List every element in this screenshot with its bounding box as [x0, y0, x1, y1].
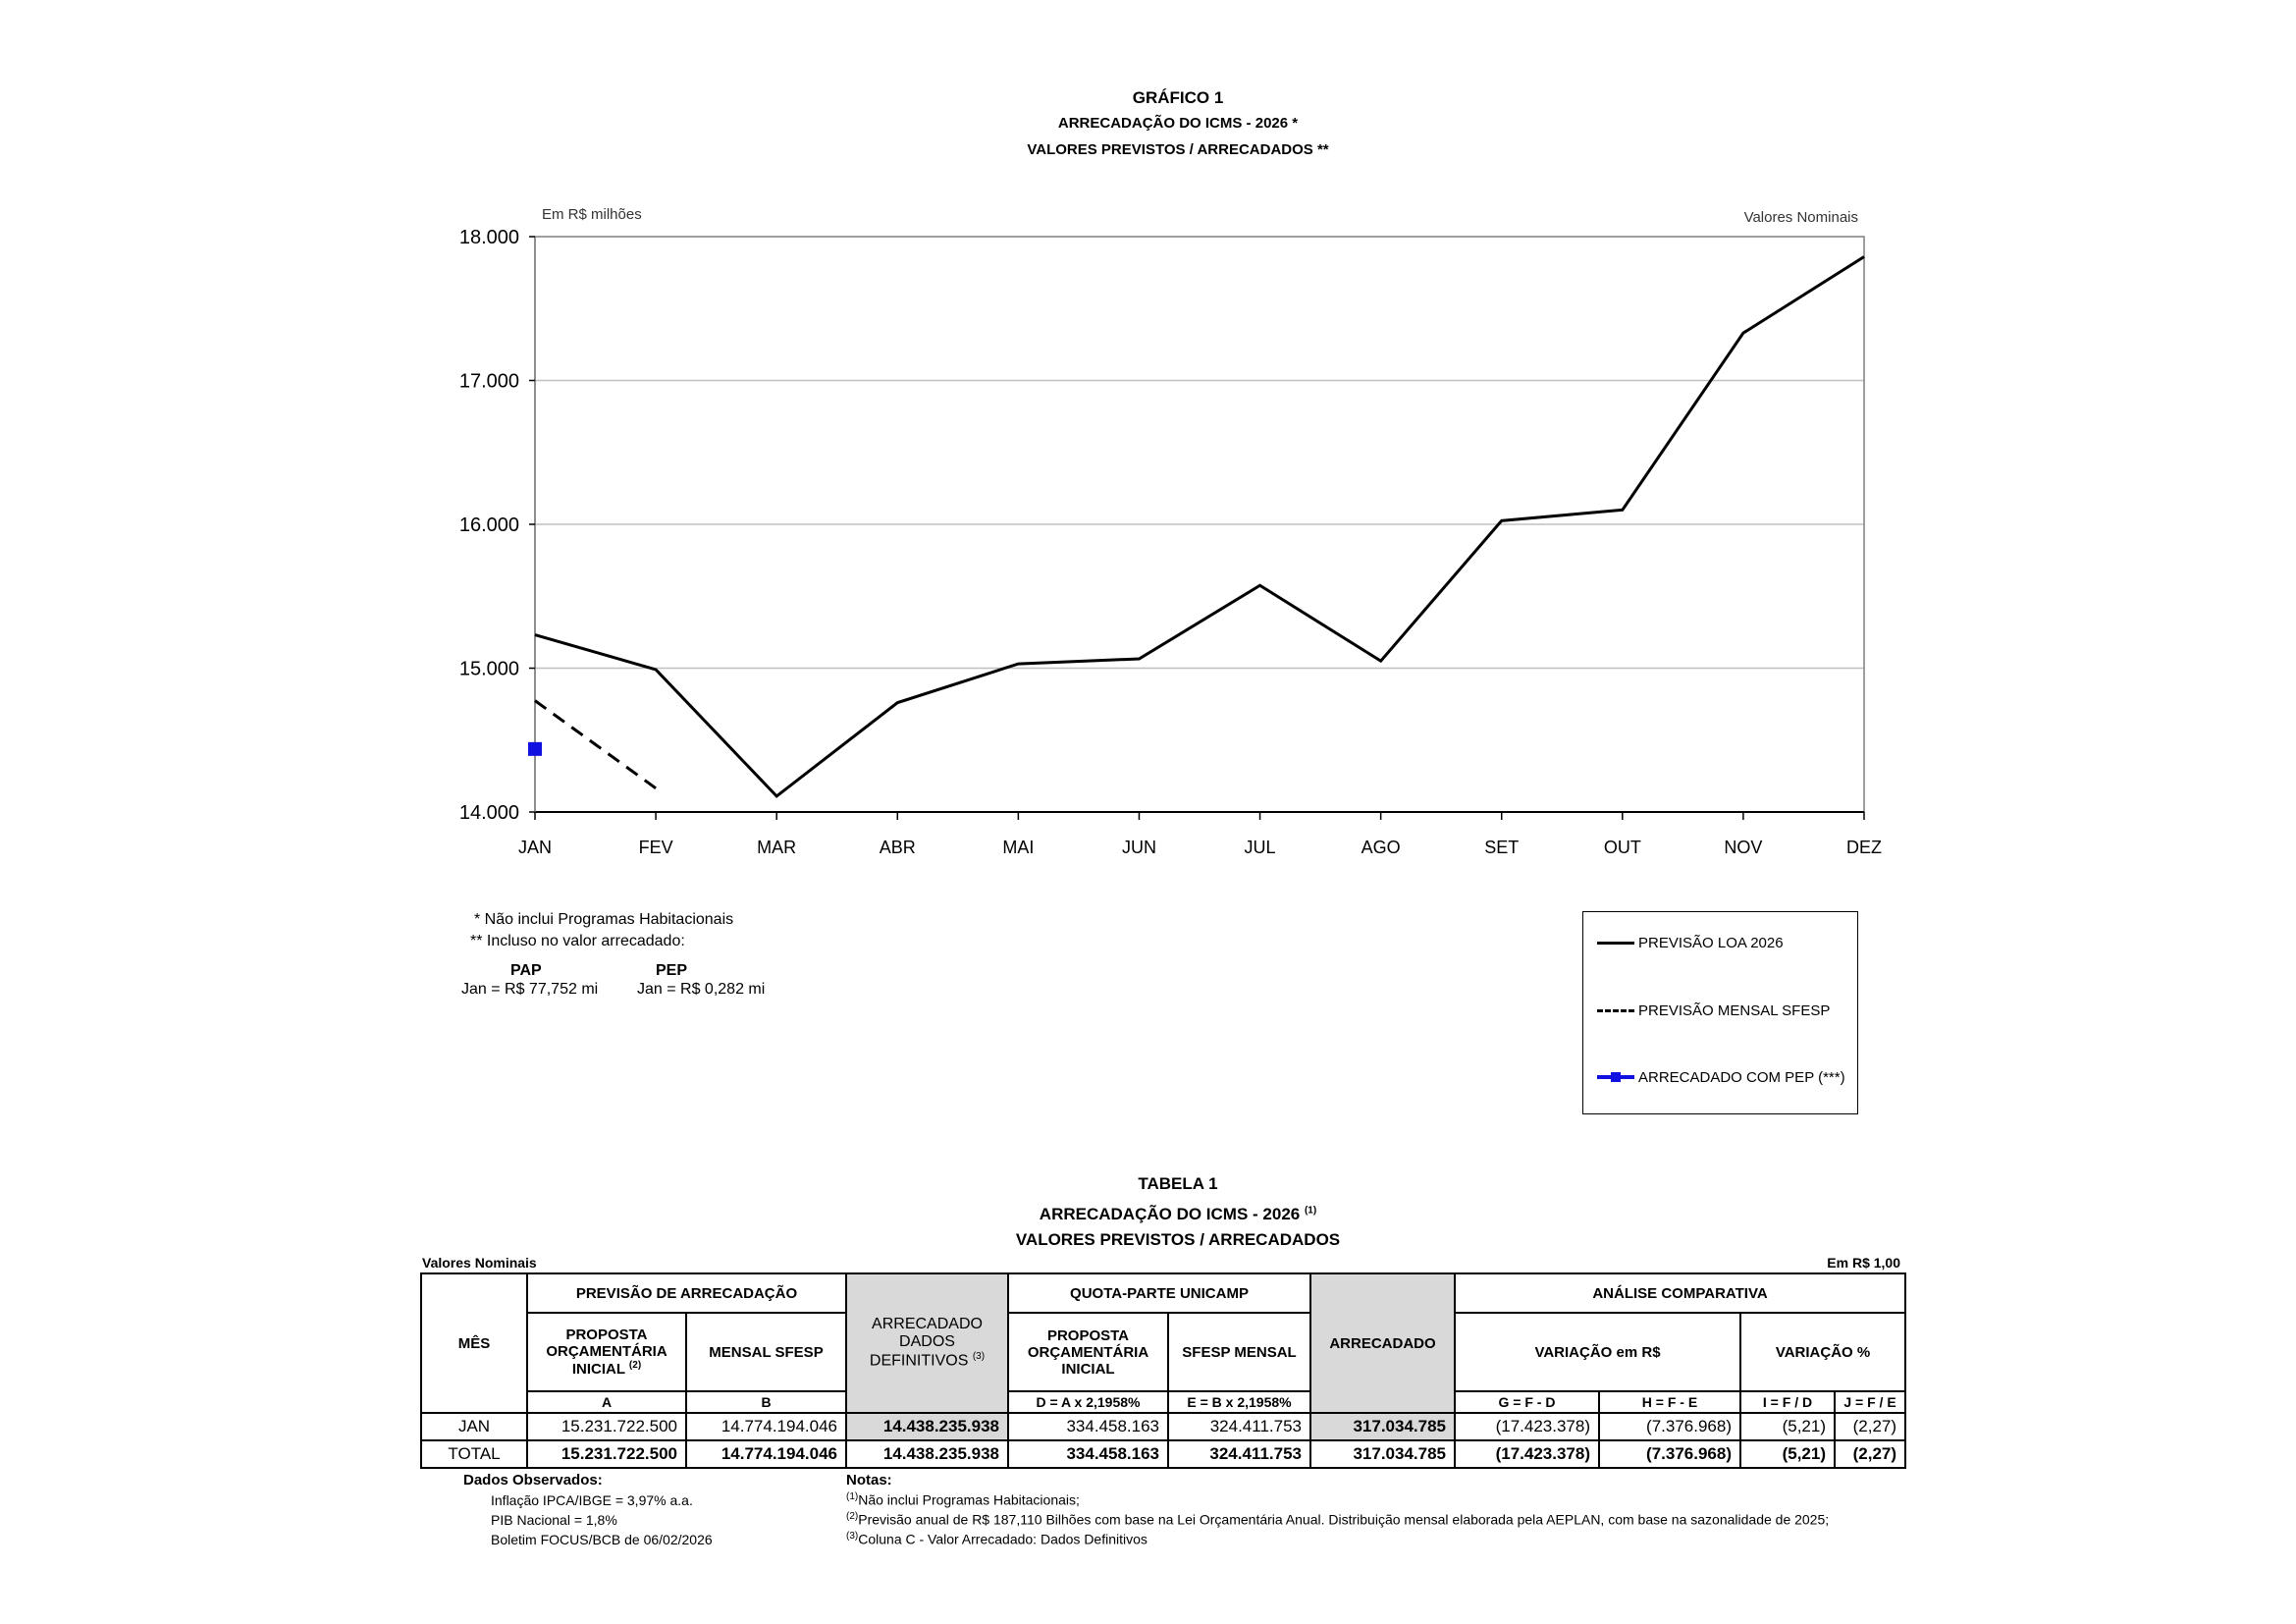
- dados-line-2: PIB Nacional = 1,8%: [491, 1512, 617, 1528]
- pap-value: Jan = R$ 77,752 mi: [461, 981, 599, 998]
- th-arrecadado-dados-sup: (3): [972, 1351, 986, 1363]
- cell-total-i: (5,21): [1740, 1440, 1835, 1468]
- x-tick-label: JAN: [517, 838, 553, 857]
- series-line-sfesp: [535, 701, 656, 788]
- th-proposta-text: PROPOSTA ORÇAMENTÁRIA INICIAL: [546, 1326, 667, 1378]
- th-proposta: [527, 1313, 686, 1391]
- nota-3: [846, 1531, 1148, 1547]
- dados-title: Dados Observados:: [463, 1472, 603, 1489]
- chart-title: GRÁFICO 1: [1132, 88, 1224, 107]
- table-left-label: Valores Nominais: [422, 1255, 537, 1271]
- legend-swatch-solid: [1597, 942, 1634, 945]
- legend-label-loa: PREVISÃO LOA 2026: [1638, 934, 1784, 951]
- cell-i: (5,21): [1740, 1413, 1835, 1440]
- x-tick-label: OUT: [1603, 838, 1641, 857]
- x-tick-label: JUL: [1244, 838, 1276, 857]
- legend-item-loa: [1597, 933, 1784, 952]
- th-mes: MÊS: [421, 1273, 527, 1413]
- pep-label: PEP: [656, 962, 688, 979]
- y-axis-label: Em R$ milhões: [542, 206, 642, 223]
- chart-subtitle-2: VALORES PREVISTOS / ARRECADADOS **: [1027, 141, 1329, 158]
- x-tick-label: MAI: [1002, 838, 1035, 857]
- th-quota: QUOTA-PARTE UNICAMP: [1008, 1273, 1310, 1313]
- dados-line-1: Inflação IPCA/IBGE = 3,97% a.a.: [491, 1492, 693, 1508]
- nota-1-sup: (1): [846, 1491, 859, 1502]
- cell-total-d: 334.458.163: [1008, 1440, 1168, 1468]
- cell-total-h: (7.376.968): [1599, 1440, 1740, 1468]
- cell-total-c: 14.438.235.938: [846, 1440, 1008, 1468]
- legend-label-pep: ARRECADADO COM PEP (***): [1638, 1068, 1845, 1086]
- x-tick-label: NOV: [1724, 838, 1763, 857]
- y-tick-label: 17.000: [458, 370, 519, 393]
- th-previsao: PREVISÃO DE ARRECADAÇÃO: [527, 1273, 846, 1313]
- table-right-label: Em R$ 1,00: [1827, 1255, 1900, 1271]
- y-tick-label: 15.000: [458, 658, 519, 680]
- note-line-2: ** Incluso no valor arrecadado:: [470, 933, 685, 949]
- x-tick-label: SET: [1484, 838, 1520, 857]
- cell-c: 14.438.235.938: [846, 1413, 1008, 1440]
- nota-3-sup: (3): [846, 1531, 859, 1542]
- cell-total-e: 324.411.753: [1168, 1440, 1310, 1468]
- th-col-d: D = A x 2,1958%: [1008, 1391, 1168, 1413]
- th-mensal-sfesp: MENSAL SFESP: [686, 1313, 846, 1391]
- legend-swatch-marker: [1597, 1075, 1634, 1079]
- th-col-a: A: [527, 1391, 686, 1413]
- cell-b: 14.774.194.046: [686, 1413, 846, 1440]
- th-col-b: B: [686, 1391, 846, 1413]
- th-sfesp-mensal: SFESP MENSAL: [1168, 1313, 1310, 1391]
- th-col-i: I = F / D: [1740, 1391, 1835, 1413]
- cell-total-mes: TOTAL: [421, 1440, 527, 1468]
- legend-swatch-dashed: [1597, 1009, 1634, 1012]
- th-arrecadado-dados: [846, 1273, 1008, 1413]
- x-tick-label: JUN: [1121, 838, 1156, 857]
- y-tick-label: 14.000: [458, 802, 519, 824]
- table-row: [421, 1413, 1905, 1440]
- nota-3-text: Coluna C - Valor Arrecadado: Dados Definitivos: [858, 1531, 1148, 1547]
- cell-g: (17.423.378): [1455, 1413, 1599, 1440]
- x-tick-label: AGO: [1361, 838, 1401, 857]
- table-subtitle-1-sup: (1): [1304, 1205, 1317, 1217]
- note-line-1: * Não inclui Programas Habitacionais: [474, 911, 734, 928]
- cell-total-f: 317.034.785: [1310, 1440, 1455, 1468]
- th-analise: ANÁLISE COMPARATIVA: [1455, 1273, 1905, 1313]
- nota-2-text: Previsão anual de R$ 187,110 Bilhões com base na Lei Orçamentária Anual. Distribuição mensal elaborada pela AEPLAN, com base na sazonalidade de 2025;: [858, 1511, 1830, 1528]
- nota-2: [846, 1511, 1829, 1528]
- x-tick-label: ABR: [879, 838, 916, 857]
- nota-1: [846, 1491, 1080, 1508]
- grid-layer: [535, 381, 1864, 669]
- series-line-loa: [535, 257, 1864, 796]
- th-proposta-quota: PROPOSTA ORÇAMENTÁRIA INICIAL: [1008, 1313, 1168, 1391]
- cell-j: (2,27): [1835, 1413, 1905, 1440]
- th-col-g: G = F - D: [1455, 1391, 1599, 1413]
- table-subtitle-1-text: ARRECADAÇÃO DO ICMS - 2026: [1039, 1205, 1301, 1223]
- cell-d: 334.458.163: [1008, 1413, 1168, 1440]
- cell-total-j: (2,27): [1835, 1440, 1905, 1468]
- cell-total-g: (17.423.378): [1455, 1440, 1599, 1468]
- th-proposta-sup: (2): [628, 1360, 642, 1371]
- th-arrecadado-dados-text: ARRECADADO DADOS DEFINITIVOS: [869, 1316, 983, 1370]
- th-col-e: E = B x 2,1958%: [1168, 1391, 1310, 1413]
- th-variacao-rs: VARIAÇÃO em R$: [1455, 1313, 1740, 1391]
- table-subtitle-2: VALORES PREVISTOS / ARRECADADOS: [1015, 1230, 1341, 1249]
- icms-table: [420, 1272, 1906, 1469]
- chart-legend: [1582, 911, 1858, 1114]
- legend-item-pep: [1597, 1067, 1845, 1087]
- x-tick-label: MAR: [757, 838, 797, 857]
- pep-value: Jan = R$ 0,282 mi: [637, 981, 766, 998]
- chart-subtitle-1: ARRECADAÇÃO DO ICMS - 2026 *: [1057, 115, 1299, 132]
- y-tick-label: 16.000: [458, 514, 519, 536]
- th-variacao-pct: VARIAÇÃO %: [1740, 1313, 1905, 1391]
- cell-mes: JAN: [421, 1413, 527, 1440]
- cell-a: 15.231.722.500: [527, 1413, 686, 1440]
- x-tick-label: FEV: [638, 838, 673, 857]
- th-col-j: J = F / E: [1835, 1391, 1905, 1413]
- table-row-total: [421, 1440, 1905, 1468]
- nota-2-sup: (2): [846, 1511, 859, 1522]
- series-layer: [528, 257, 1864, 796]
- cell-total-b: 14.774.194.046: [686, 1440, 846, 1468]
- legend-item-sfesp: [1597, 1001, 1830, 1020]
- th-col-h: H = F - E: [1599, 1391, 1740, 1413]
- cell-e: 324.411.753: [1168, 1413, 1310, 1440]
- ytick-layer: [459, 227, 535, 824]
- th-arrecadado: ARRECADADO: [1310, 1273, 1455, 1413]
- nota-1-text: Não inclui Programas Habitacionais;: [858, 1491, 1080, 1508]
- notas-title: Notas:: [846, 1472, 892, 1489]
- y-tick-label: 18.000: [458, 227, 519, 248]
- series-marker-pep: [528, 742, 542, 756]
- cell-f: 317.034.785: [1310, 1413, 1455, 1440]
- legend-label-sfesp: PREVISÃO MENSAL SFESP: [1638, 1001, 1831, 1019]
- cell-h: (7.376.968): [1599, 1413, 1740, 1440]
- pap-label: PAP: [510, 962, 542, 979]
- table-title: TABELA 1: [1138, 1174, 1218, 1193]
- cell-total-a: 15.231.722.500: [527, 1440, 686, 1468]
- values-label: Valores Nominais: [1743, 209, 1858, 226]
- dados-line-3: Boletim FOCUS/BCB de 06/02/2026: [491, 1532, 713, 1547]
- xtick-layer: [518, 812, 1882, 857]
- table-subtitle-1: [785, 1205, 1571, 1224]
- x-tick-label: DEZ: [1846, 838, 1882, 857]
